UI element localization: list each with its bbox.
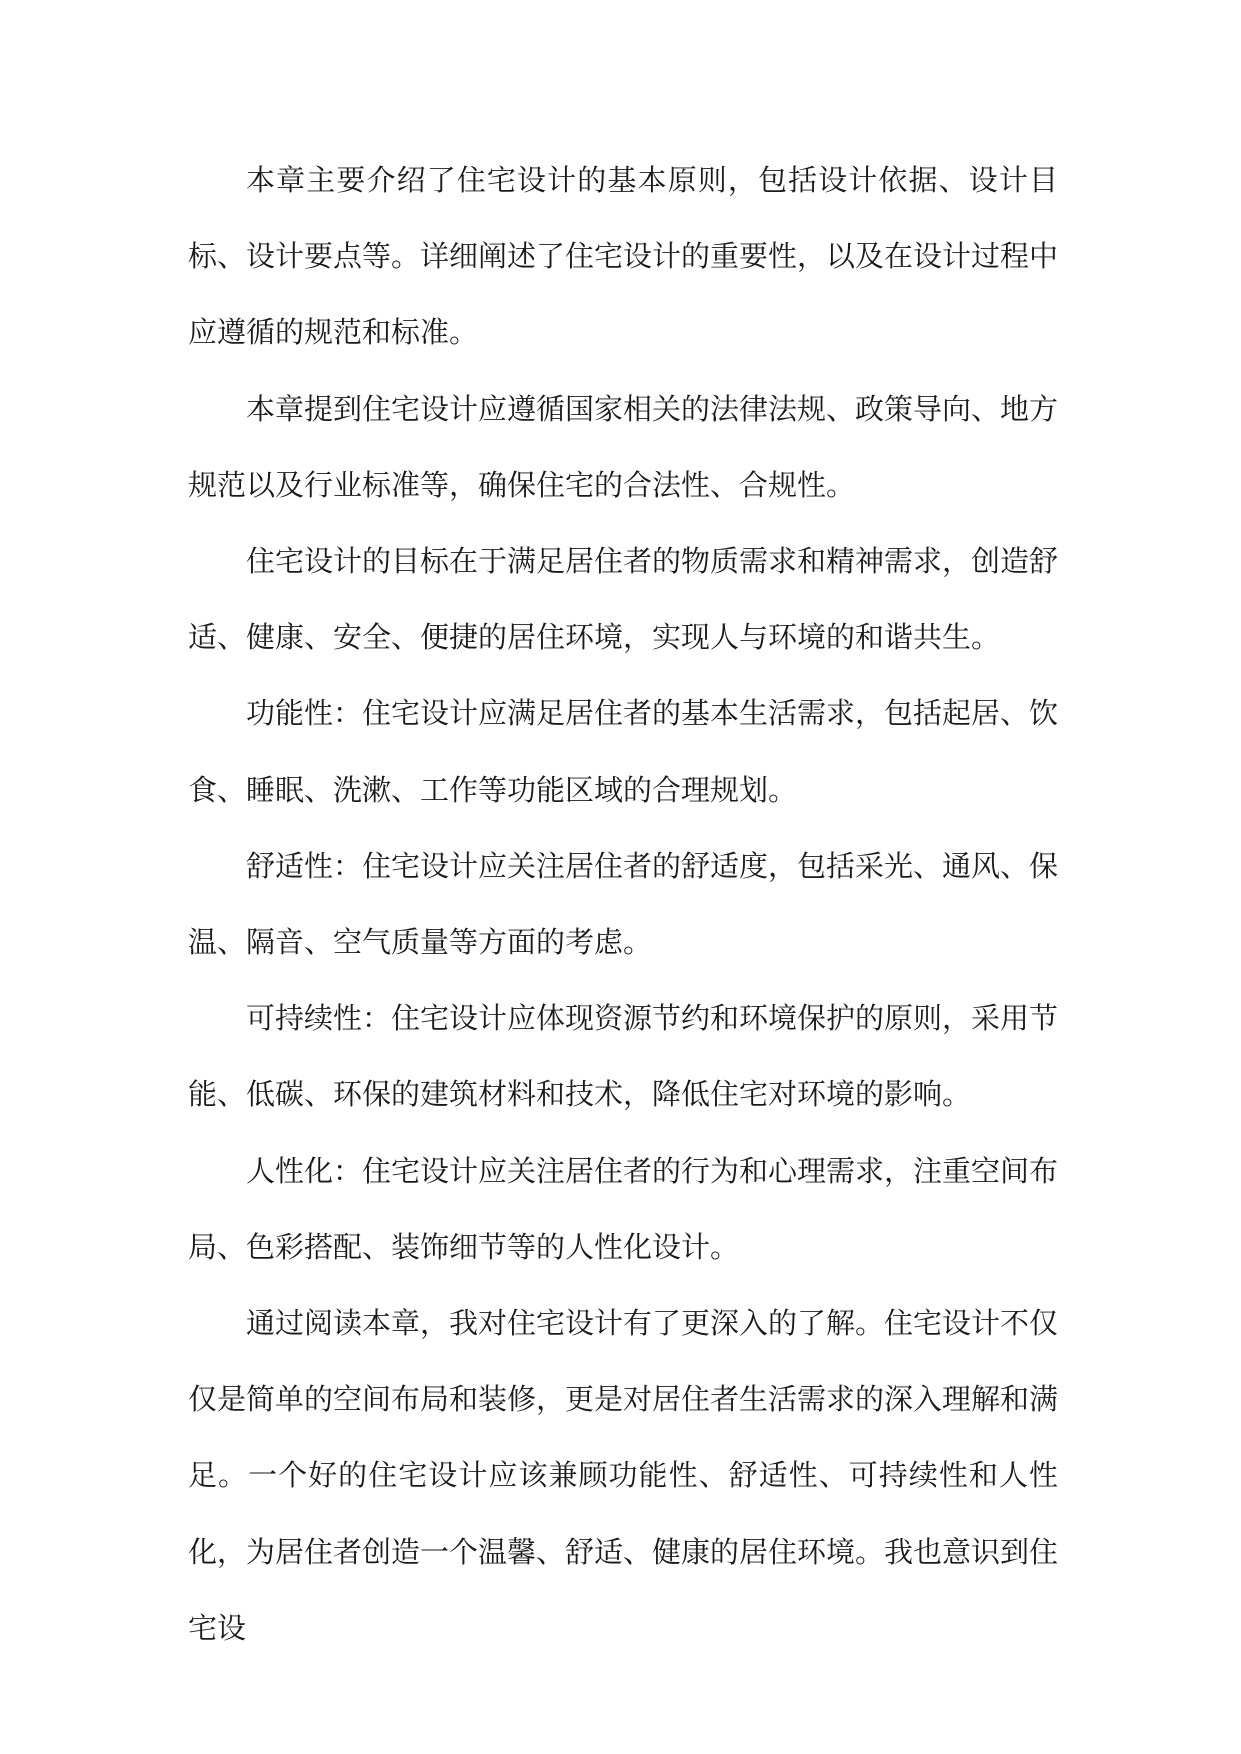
paragraph-comfort: 舒适性：住宅设计应关注居住者的舒适度，包括采光、通风、保温、隔音、空气质量等方面的考虑。 (188, 848, 1059, 960)
paragraph-sustainability: 可持续性：住宅设计应体现资源节约和环境保护的原则，采用节能、低碳、环保的建筑材料和技术，降低住宅对环境的影响。 (188, 1001, 1059, 1112)
paragraph-functionality: 功能性：住宅设计应满足居住者的基本生活需求，包括起居、饮食、睡眠、洗漱、工作等功能区域的合理规划。 (188, 696, 1059, 807)
paragraph-reflection: 通过阅读本章，我对住宅设计有了更深入的了解。住宅设计不仅仅是简单的空间布局和装修，更是对居住者生活需求的深入理解和满足。一个好的住宅设计应该兼顾功能性、舒适性、可持续性和人性化，为居住者创造一个温馨、舒适、健康的居住环境。我也意识到住宅设 (188, 1306, 1059, 1645)
paragraph-chapter-summary: 本章主要介绍了住宅设计的基本原则，包括设计依据、设计目标、设计要点等。详细阐述了住宅设计的重要性，以及在设计过程中应遵循的规范和标准。 (188, 163, 1059, 350)
paragraph-design-goal: 住宅设计的目标在于满足居住者的物质需求和精神需求，创造舒适、健康、安全、便捷的居住环境，实现人与环境的和谐共生。 (188, 544, 1059, 655)
paragraph-design-basis: 本章提到住宅设计应遵循国家相关的法律法规、政策导向、地方规范以及行业标准等，确保住宅的合法性、合规性。 (188, 391, 1059, 502)
document-page (188, 142, 1058, 1666)
paragraph-humanization: 人性化：住宅设计应关注居住者的行为和心理需求，注重空间布局、色彩搭配、装饰细节等的人性化设计。 (188, 1153, 1059, 1264)
